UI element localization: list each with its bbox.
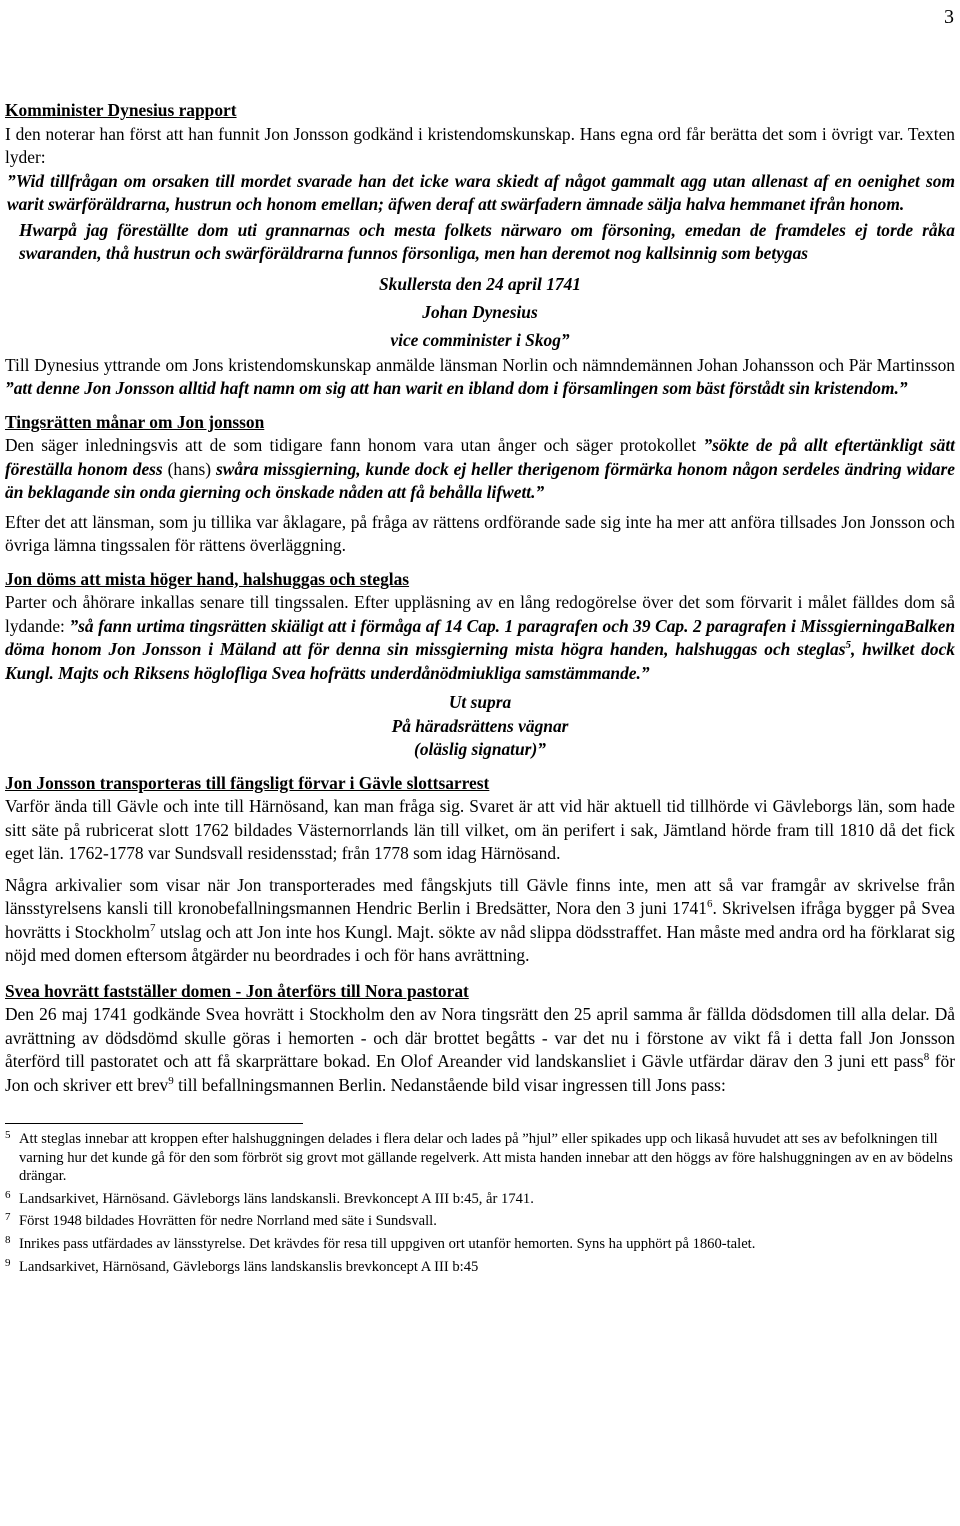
text: Den säger inledningsvis att de som tidigare fann honom vara utan ånger och säger protokollet	[5, 435, 704, 455]
footnote-text: Först 1948 bildades Hovrätten för nedre Norrland med säte i Sundsvall.	[19, 1213, 437, 1230]
paragraph-tingsratten-1	[5, 434, 955, 505]
verdict-signature-2: På häradsrättens vägnar	[391, 715, 569, 736]
paragraph-verdict	[5, 591, 955, 685]
page-number: 3	[944, 6, 954, 28]
text: Några arkivalier som visar när Jon transporterades med fångskjuts till Gävle finns inte, men att så var framgår av skrivelse från länsstyrelsens kansli till kronobefallningsmannen Hendric Berlin i Bredsätter, Nora den 3 juni 1741	[5, 874, 955, 918]
paragraph-intro: I den noterar han först att han funnit Jon Jonsson godkänd i kristendomskunskap. Hans egna ord får berätta det som i övrigt var. Texten lyder:	[5, 123, 955, 167]
heading-transport: Jon Jonsson transporteras till fängsligt förvar i Gävle slottsarrest	[5, 772, 490, 793]
signature-name: Johan Dynesius	[422, 301, 538, 322]
heading-tingsratten: Tingsrätten månar om Jon jonsson	[5, 411, 265, 432]
text: . Skrivelsen ifråga bygger på Svea hovrätts i Stockholm	[5, 898, 956, 942]
text: Parter och åhörare inkallas senare till tingssalen. Efter uppläsning av en lång redogörelse över det som förvarit i målet fälldes dom så lydande:	[5, 592, 955, 636]
paragraph-tingsratten-2: Efter det att länsman, som ju tillika var åklagare, på fråga av rättens ordförande sade sig inte ha mer att anföra tillsades Jon Jonsson och övriga lämna tingssalen för rättens överläggning.	[5, 511, 955, 555]
heading-svea-hovratt: Svea hovrätt fastställer domen - Jon återförs till Nora pastorat	[5, 980, 469, 1001]
text: till befallningsmannen Berlin. Nedanstående bild visar ingressen till Jons pass:	[173, 1074, 726, 1095]
footnote-text: Landsarkivet, Härnösand, Gävleborgs läns landskanslis brevkoncept A III b:45	[19, 1258, 479, 1275]
footnote-text: Inrikes pass utfärdades av länsstyrelse. Det krävdes för resa till uppgiven ort utanför hemorten. Syns ha upphört på 1860-talet.	[19, 1235, 756, 1252]
footnote-number: 8	[5, 1233, 11, 1246]
text: utslag och att Jon inte hos Kungl. Majt. sökte av nåd slippa dödsstraffet. Han måste med andra ord ha förklarat sig nöjd med domen eftersom åtgärder nu beordrades i och för hans avrättning.	[5, 921, 955, 965]
footnote-number: 9	[5, 1256, 11, 1269]
text: (hans)	[162, 458, 217, 479]
footnote-ref-7[interactable]: 7	[150, 921, 156, 934]
footnote-8	[5, 1235, 955, 1254]
footnote-ref-6[interactable]: 6	[706, 898, 713, 911]
footnote-ref-5[interactable]: 5	[845, 639, 851, 652]
testimony-quote: ”att denne Jon Jonsson alltid haft namn om sig att han warit en ibland dom i församlingen som bäst förstådt sin kristendom.”	[5, 378, 908, 398]
verdict-quote-end: , hwilket dock Kungl. Majts och Riksens höglofliga Svea hofrätts underdånödmiukliga samstämmande.”	[5, 639, 955, 683]
footnotes	[5, 1130, 955, 1276]
footnote-6	[5, 1190, 955, 1209]
quote-reconciliation: Hwarpå jag föreställte dom uti grannarnas och mesta folkets närwaro om försoning, emedan de framdeles ej torde råka swaranden, thå hustrun och swärföräldrarna funnos försonliga, men han deremot nog kallsinnig som betygas	[19, 219, 955, 263]
quote: swåra missgierning, kunde dock ej heller therigenom förmärka honom någon serdeles ändring widare än beklagande sin onda gierning och önskade nåden att få behålla lifwett.”	[5, 458, 955, 502]
verdict-signature-3: (oläslig signatur)”	[414, 739, 546, 759]
footnote-5	[5, 1130, 955, 1186]
footnote-ref-8[interactable]: 8	[923, 1051, 930, 1064]
footnote-ref-9[interactable]: 9	[168, 1074, 174, 1087]
footnote-9	[5, 1258, 955, 1277]
footnote-text: Att steglas innebar att kroppen efter halshuggningen delades i flera delar och lades på ”hjul” eller spikades upp och likaså huvudet att ses av befolkningen till varning hur det kunde gå för den som förbröt sig grovt mot gällande regelverk. Att mista handen innebar att den höggs av före halshuggningen av en av bödelns drängar.	[19, 1131, 953, 1185]
heading-jon-doms: Jon döms att mista höger hand, halshuggas och steglas	[5, 568, 410, 589]
verdict-quote: ”så fann urtima tingsrätten skiäligt att i förmåga af 14 Cap. 1 paragrafen och 39 Cap. 2 paragrafen i MissgierningaBalken döma honom Jon Jonsson i Mäland att för denna sin missgierning mista högra handen, halshuggas och steglas	[5, 615, 956, 659]
footnote-separator	[5, 1123, 303, 1124]
document-page	[5, 0, 955, 1276]
quote: ”sökte de på allt eftertänkligt sätt föreställa honom dess	[5, 435, 955, 479]
footnote-7	[5, 1212, 955, 1231]
signature-title: vice comminister i Skog”	[390, 329, 570, 350]
footnote-number: 6	[5, 1188, 11, 1201]
paragraph-svea-hovratt	[5, 1003, 955, 1097]
footnote-text: Landsarkivet, Härnösand. Gävleborgs läns landskansli. Brevkoncept A III b:45, år 1741.	[19, 1190, 534, 1207]
footnote-number: 5	[5, 1129, 11, 1141]
text: för Jon och skriver ett brev	[5, 1051, 955, 1095]
heading-komminister-rapport: Komminister Dynesius rapport	[5, 100, 237, 120]
quote-answer: ”Wid tillfrågan om orsaken till mordet svarade han det icke wara skiedt af något gammalt agg utan allenast af en oenighet som warit swärföräldrarna, hustrun och honom emellan; äfwen deraf att swärfadern ämnade sälja halva hemmanet ifrån honom.	[7, 170, 955, 214]
paragraph-transport-2	[5, 874, 955, 968]
paragraph-transport-1: Varför ända till Gävle och inte till Härnösand, kan man fråga sig. Svaret är att vid här aktuell tid tillhörde vi Gävleborgs län, som hade sitt säte på rubricerat slott 1762 bildades Västernorrlands län till vilket, om än perifert i sak, Jämtland hörde fram till 1810 då det fick eget län. 1762-1778 var Sundsvall residensstad; från 1778 som idag Härnösand.	[5, 796, 955, 863]
footnote-number: 7	[5, 1211, 11, 1224]
signature-place-date: Skullersta den 24 april 1741	[379, 273, 581, 294]
verdict-signature-1: Ut supra	[448, 692, 512, 712]
text: Den 26 maj 1741 godkände Svea hovrätt i Stockholm den av Nora tingsrätt den 25 april samma år fällda dödsdomen till alla delar. Då avrättning av dödsdömd skulle göras i hemorten - och där brottet begåtts - var det nu i förstone av vikt få i detta fall Jon Jonsson återförd till pastoratet och att få skarprättare bokad. En Olof Areander vid landskansliet i Gävle utfärdar därav den 3 juni ett pass	[5, 1004, 955, 1071]
paragraph-testimony	[5, 354, 955, 401]
testimony-text: Till Dynesius yttrande om Jons kristendomskunskap anmälde länsman Norlin och nämndemännen Johan Johansson och Pär Martinsson	[5, 354, 955, 375]
